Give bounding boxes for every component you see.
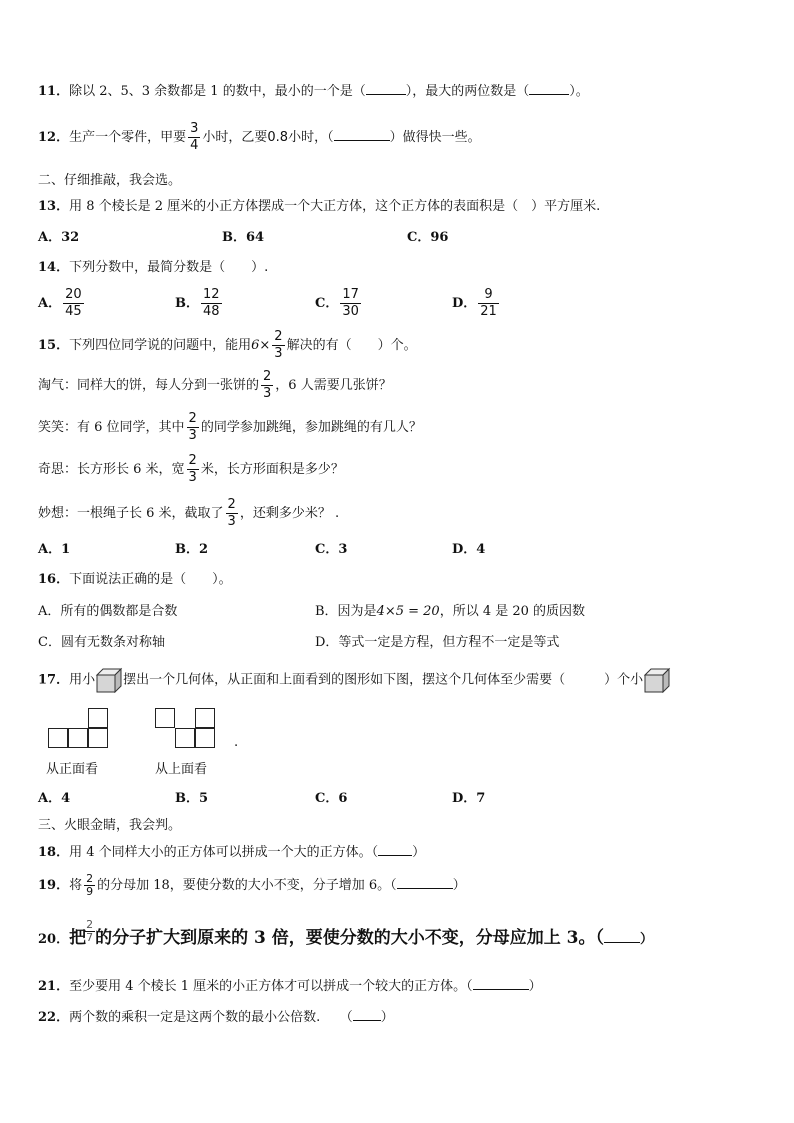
question-15: 15．下列四位同学说的问题中，能用6× $\frac{2}{3}$ 解决的有（ ）个。	[38, 329, 417, 361]
question-13: 13．用 8 个棱长是 2 厘米的小正方体摆成一个大正方体，这个正方体的表面积是（ ）平方厘米.	[38, 199, 601, 214]
answer-blank[interactable]	[529, 82, 569, 95]
answer-blank[interactable]	[378, 843, 412, 856]
statement-qisi: 奇思：长方形长 6 米，宽 $\frac{2}{3}$ 米，长方形面积是多少？	[38, 453, 344, 485]
question-12: 12．生产一个零件，甲要 $\frac{3}{4}$ 小时，乙要0.8小时，（ ）做得快一些。	[38, 121, 481, 153]
question-17: 17．用小 摆出一个几何体，从正面和上面看到的图形如下图，摆这个几何体至少需要（ ）个小	[38, 667, 671, 694]
fraction: $\frac{2}{3}$	[227, 497, 236, 529]
option-c[interactable]: C．3	[315, 542, 348, 557]
section-3-heading: 三、火眼金睛，我会判。	[38, 818, 182, 833]
question-21: 21．至少要用 4 个棱长 1 厘米的小正方体才可以拼成一个较大的正方体。（ ）	[38, 979, 542, 994]
statement-miaoxiang: 妙想：一根绳子长 6 米，截取了 $\frac{2}{3}$ ，还剩多少米？ .	[38, 497, 340, 529]
fraction: $\frac{2}{3}$	[263, 369, 272, 401]
fraction: $\frac{3}{4}$	[190, 121, 199, 153]
answer-blank[interactable]	[397, 876, 453, 889]
cube-icon	[643, 667, 671, 693]
option-b[interactable]: B．2	[175, 542, 209, 557]
question-22: 22．两个数的乘积一定是这两个数的最小公倍数. （ ）	[38, 1010, 394, 1025]
option-d[interactable]: D．等式一定是方程，但方程不一定是等式	[315, 635, 560, 650]
question-18: 18．用 4 个同样大小的正方体可以拼成一个大的正方体。（ ）	[38, 845, 426, 860]
option-a[interactable]: A．4	[38, 791, 71, 806]
top-view-figure	[155, 708, 217, 750]
option-a[interactable]: A．所有的偶数都是合数	[38, 604, 178, 619]
option-b[interactable]: B．因为是4×5 = 20，所以 4 是 20 的质因数	[315, 604, 586, 619]
fraction: $\frac{17}{30}$	[342, 287, 359, 319]
question-19: 19．将 $\frac{2}{9}$ 的分母加 18，要使分数的大小不变，分子增加 6。（ ）	[38, 872, 466, 898]
question-14: 14．下列分数中，最简分数是（ ）.	[38, 260, 269, 275]
option-d[interactable]: D． $\frac{9}{21}$	[452, 287, 497, 319]
option-a[interactable]: A．1	[38, 542, 71, 557]
fraction: $\frac{2}{3}$	[274, 329, 283, 361]
option-a[interactable]: A．32	[38, 230, 80, 245]
period: .	[234, 735, 239, 750]
answer-blank[interactable]	[604, 930, 640, 943]
fraction: $\frac{2}{9}$	[86, 872, 94, 898]
option-c[interactable]: C．96	[407, 230, 449, 245]
option-c[interactable]: C． $\frac{17}{30}$	[315, 287, 359, 319]
question-11: 11．除以 2、5、3 余数都是 1 的数中，最小的一个是（ ），最大的两位数是（ ）。	[38, 84, 589, 99]
option-c[interactable]: C．圆有无数条对称轴	[38, 635, 165, 650]
front-view-figure	[48, 708, 110, 750]
option-d[interactable]: D．7	[452, 791, 486, 806]
front-view-caption: 从正面看	[46, 762, 99, 777]
fraction: $\frac{2}{7}$	[86, 918, 94, 944]
section-2-heading: 二、仔细推敲，我会选。	[38, 173, 182, 188]
fraction: $\frac{12}{48}$	[203, 287, 220, 319]
option-c[interactable]: C．6	[315, 791, 348, 806]
statement-taoqi: 淘气：同样大的饼，每人分到一张饼的 $\frac{2}{3}$ ，6 人需要几张饼？	[38, 369, 392, 401]
answer-blank[interactable]	[334, 128, 390, 141]
option-d[interactable]: D．4	[452, 542, 486, 557]
top-view-caption: 从上面看	[155, 762, 208, 777]
question-20: 20．把 $\frac{2}{7}$ 的分子扩大到原来的 3 倍，要使分数的大小不变，分母应加上 3。（ ）	[38, 918, 654, 948]
fraction: $\frac{9}{21}$	[480, 287, 497, 319]
fraction: $\frac{2}{3}$	[188, 453, 197, 485]
answer-blank[interactable]	[366, 82, 406, 95]
option-a[interactable]: A． $\frac{20}{45}$	[38, 287, 82, 319]
answer-blank[interactable]	[353, 1008, 381, 1021]
fraction: $\frac{2}{3}$	[188, 411, 197, 443]
statement-xiaoxiao: 笑笑：有 6 位同学，其中 $\frac{2}{3}$ 的同学参加跳绳，参加跳绳的有几人？	[38, 411, 422, 443]
fraction: $\frac{20}{45}$	[65, 287, 82, 319]
cube-icon	[95, 667, 123, 693]
option-b[interactable]: B．5	[175, 791, 209, 806]
answer-blank[interactable]	[473, 977, 529, 990]
option-b[interactable]: B．64	[222, 230, 265, 245]
question-16: 16．下面说法正确的是（ ）。	[38, 572, 232, 587]
option-b[interactable]: B． $\frac{12}{48}$	[175, 287, 220, 319]
